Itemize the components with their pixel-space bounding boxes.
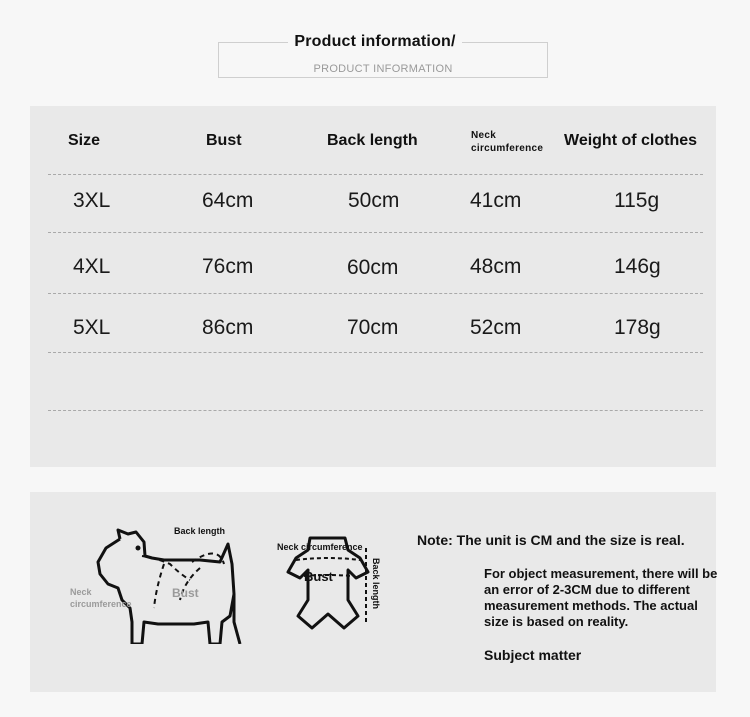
measurement-info-panel xyxy=(30,492,716,692)
dog-back-length-label: Back length xyxy=(174,526,226,536)
row-divider xyxy=(48,410,703,411)
column-header-weight: Weight of clothes xyxy=(564,132,698,149)
column-header-size: Size xyxy=(68,132,101,149)
row-divider xyxy=(48,232,703,233)
table-cell-bust: 64cm xyxy=(202,189,254,212)
table-cell-back-length: 70cm xyxy=(347,316,399,339)
table-cell-bust: 86cm xyxy=(202,316,254,339)
table-cell-weight: 115g xyxy=(614,189,660,212)
shirt-back-length-label: Back length xyxy=(371,558,381,610)
row-divider xyxy=(48,293,703,294)
dog-measurement-diagram-icon xyxy=(90,504,390,644)
table-cell-weight: 178g xyxy=(614,316,661,339)
page-subtitle: PRODUCT INFORMATION xyxy=(313,63,453,75)
table-cell-bust: 76cm xyxy=(202,255,254,278)
table-cell-back-length: 50cm xyxy=(348,189,400,212)
subject-matter-label: Subject matter xyxy=(484,647,582,663)
row-divider xyxy=(48,174,703,175)
note-body: For object measurement, there will be an error of 2-3CM due to different measurement methods. The actual size is based on reality. xyxy=(484,566,718,629)
table-cell-neck: 41cm xyxy=(470,189,522,212)
column-header-back-length: Back length xyxy=(327,132,418,149)
note-title: Note: The unit is CM and the size is real. xyxy=(417,532,685,548)
table-cell-size: 4XL xyxy=(73,255,111,278)
table-cell-neck: 48cm xyxy=(470,255,522,278)
table-cell-size: 5XL xyxy=(73,316,111,339)
shirt-neck-label: Neck circumference xyxy=(277,542,363,552)
column-header-neck-circumference: Neck circumference xyxy=(471,130,544,154)
shirt-bust-label: Bust xyxy=(304,569,333,584)
table-cell-back-length: 60cm xyxy=(347,256,399,279)
page-title: Product information/ xyxy=(0,33,750,51)
size-table xyxy=(30,106,716,467)
dog-bust-label: Bust xyxy=(172,586,199,600)
dog-neck-label: Neck circumference xyxy=(70,587,132,609)
column-header-bust: Bust xyxy=(206,132,242,149)
row-divider xyxy=(48,352,703,353)
table-cell-weight: 146g xyxy=(614,255,661,278)
table-cell-neck: 52cm xyxy=(470,316,522,339)
table-cell-size: 3XL xyxy=(73,189,111,212)
